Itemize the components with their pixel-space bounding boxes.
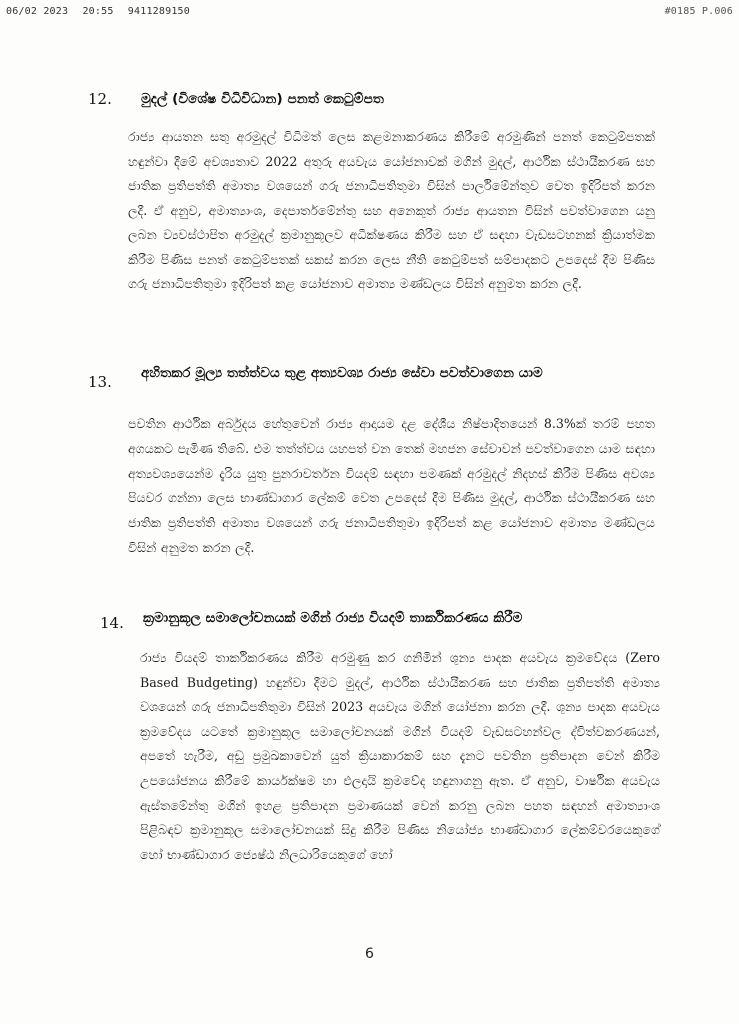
section-heading	[0, 365, 739, 391]
fax-date: 06/02 2023	[6, 6, 69, 17]
section-number: 13.	[88, 373, 112, 391]
section-14	[0, 606, 739, 862]
fax-job-page: #0185 P.006	[664, 6, 733, 17]
fax-transmission-info	[6, 6, 198, 17]
section-title: අහිතකර මූල්‍ය තත්ත්වය තුළ අත්‍යවශ්‍ය රාජ්‍ය සේවා පවත්වාගෙන යාම	[141, 365, 543, 381]
section-body: රාජ්‍ය ආයතන සතු අරමුදල් විධිමත් ලෙස කළමනාකරණය කිරීමේ අරමුණින් පනත් කෙටුම්පතක් හඳුන්වා දීමේ අවශ්‍යතාව 2022 අතුරු අයවැය යෝජනාවක් මගින් මුදල්, ආර්ථික ස්ථායීකරණ සහ ජාතික ප්‍රතිපත්ති අමාත්‍ය වශයෙන් ගරු ජනාධිපතිතුමා විසින් පාර්ලිමේන්තුව වෙත ඉදිරිපත් කරන ලදී. ඒ අනුව, අමාත්‍යාංශ, දෙපාර්තමේන්තු සහ අනෙකුත් රාජ්‍ය ආයතන විසින් පවත්වාගෙන යනු ලබන ව්‍යවස්ථාපිත අරමුදල් ක්‍රමානුකූලව අධීක්ෂණය කිරීම සහ ඒ සඳහා වැඩසටහනක් ක්‍රියාත්මක කිරීම පිණිස පනත් කෙටුම්පතක් සකස් කරන ලෙස නීති කෙටුම්පත් සම්පාදකට උපදෙස් දීම පිණිස ගරු ජනාධිපතිතුමා ඉදිරිපත් කළ යෝජනාව අමාත්‍ය මණ්ඩලය විසින් අනුමත කරන ලදී.	[128, 129, 655, 291]
section-number: 12.	[88, 90, 112, 108]
section-heading	[0, 606, 739, 632]
section-body: පවතින ආර්ථික අර්බුදය හේතුවෙන් රාජ්‍ය ආදායම දළ දේශීය නිෂ්පාදිතයෙන් 8.3%ක් තරම් පහත අගයකට පැමිණ තිබේ. එම තත්ත්වය යහපත් වන තෙක් මහජන සේවාවන් පවත්වාගෙන යාම සඳහා අත්‍යවශ්‍යයෙන්ම දැරිය යුතු පුනරාවර්තන වියදම් සඳහා පමණක් අරමුදල් නිදහස් කිරීම පිණිස අවශ්‍ය පියවර ගන්නා ලෙස භාණ්ඩාගාර ලේකම් වෙත උපදෙස් දීම පිණිස මුදල්, ආර්ථික ස්ථායීකරණ සහ ජාතික ප්‍රතිපත්ති අමාත්‍ය වශයෙන් ගරු ජනාධිපතිතුමා ඉදිරිපත් කළ යෝජනාව අමාත්‍ය මණ්ඩලය විසින් අනුමත කරන ලදී.	[128, 416, 656, 555]
fax-number: 9411289150	[127, 6, 191, 17]
section-body: රාජ්‍ය වියදම් තාර්කිකරණය කිරීම අරමුණු කර ගනිමින් ශුන්‍ය පාදක අයවැය ක්‍රමවේදය (Zero Based Budgeting) හඳුන්වා දීමට මුදල්, ආර්ථික ස්ථායීකරණ සහ ජාතික ප්‍රතිපත්ති අමාත්‍ය වශයෙන් ගරු ජනාධිපතිතුමා විසින් 2023 අයවැය මගින් යෝජනා කරන ලදී. ශුන්‍ය පාදක අයවැය ක්‍රමවේදය යටතේ ක්‍රමානුකූල සමාලෝචනයක් මගින් වියදම් වැඩසටහන්වල ද්විත්වකරණයන්, අපතේ හැරීම, අඩු ප්‍රමුඛකාවෙන් යුත් ක්‍රියාකාරකම් සහ දැනට පවතින ප්‍රතිපාදන වෙන් කිරීම උපයෝජනය කිරීමේ කාර්යක්ෂම හා ඵලදායි ක්‍රමවේද හඳුනාගනු ඇත. ඒ අනුව, වාර්ෂික අයවැය ඇස්තමේන්තු මගින් ඉහළ ප්‍රතිපාදන ප්‍රමාණයක් වෙන් කරනු ලබන පහත සඳහන් අමාත්‍යාංශ පිළිබඳව ක්‍රමානුකූල සමාලෝචනයක් සිදු කිරීම පිණිස නියෝජ්‍ය භාණ්ඩාගාර ලේකම්වරයෙකුගේ හෝ භාණ්ඩාගාර ජ්‍යෙෂ්ඨ නිලධාරියෙකුගේ හෝ	[140, 650, 660, 862]
section-number: 14.	[100, 614, 124, 632]
page-number: 6	[365, 946, 374, 962]
fax-time: 20:55	[82, 6, 114, 17]
section-title: ක්‍රමානුකූල සමාලෝචනයක් මගින් රාජ්‍ය වියදම් තාර්කිකරණය කිරීම	[143, 610, 523, 626]
section-13	[0, 365, 739, 555]
section-12	[0, 88, 739, 291]
section-title: මුදල් (විශේෂ විධිවිධාන) පනත් කෙටුම්පත	[141, 91, 384, 107]
fax-header	[6, 6, 733, 22]
section-heading	[0, 88, 739, 114]
